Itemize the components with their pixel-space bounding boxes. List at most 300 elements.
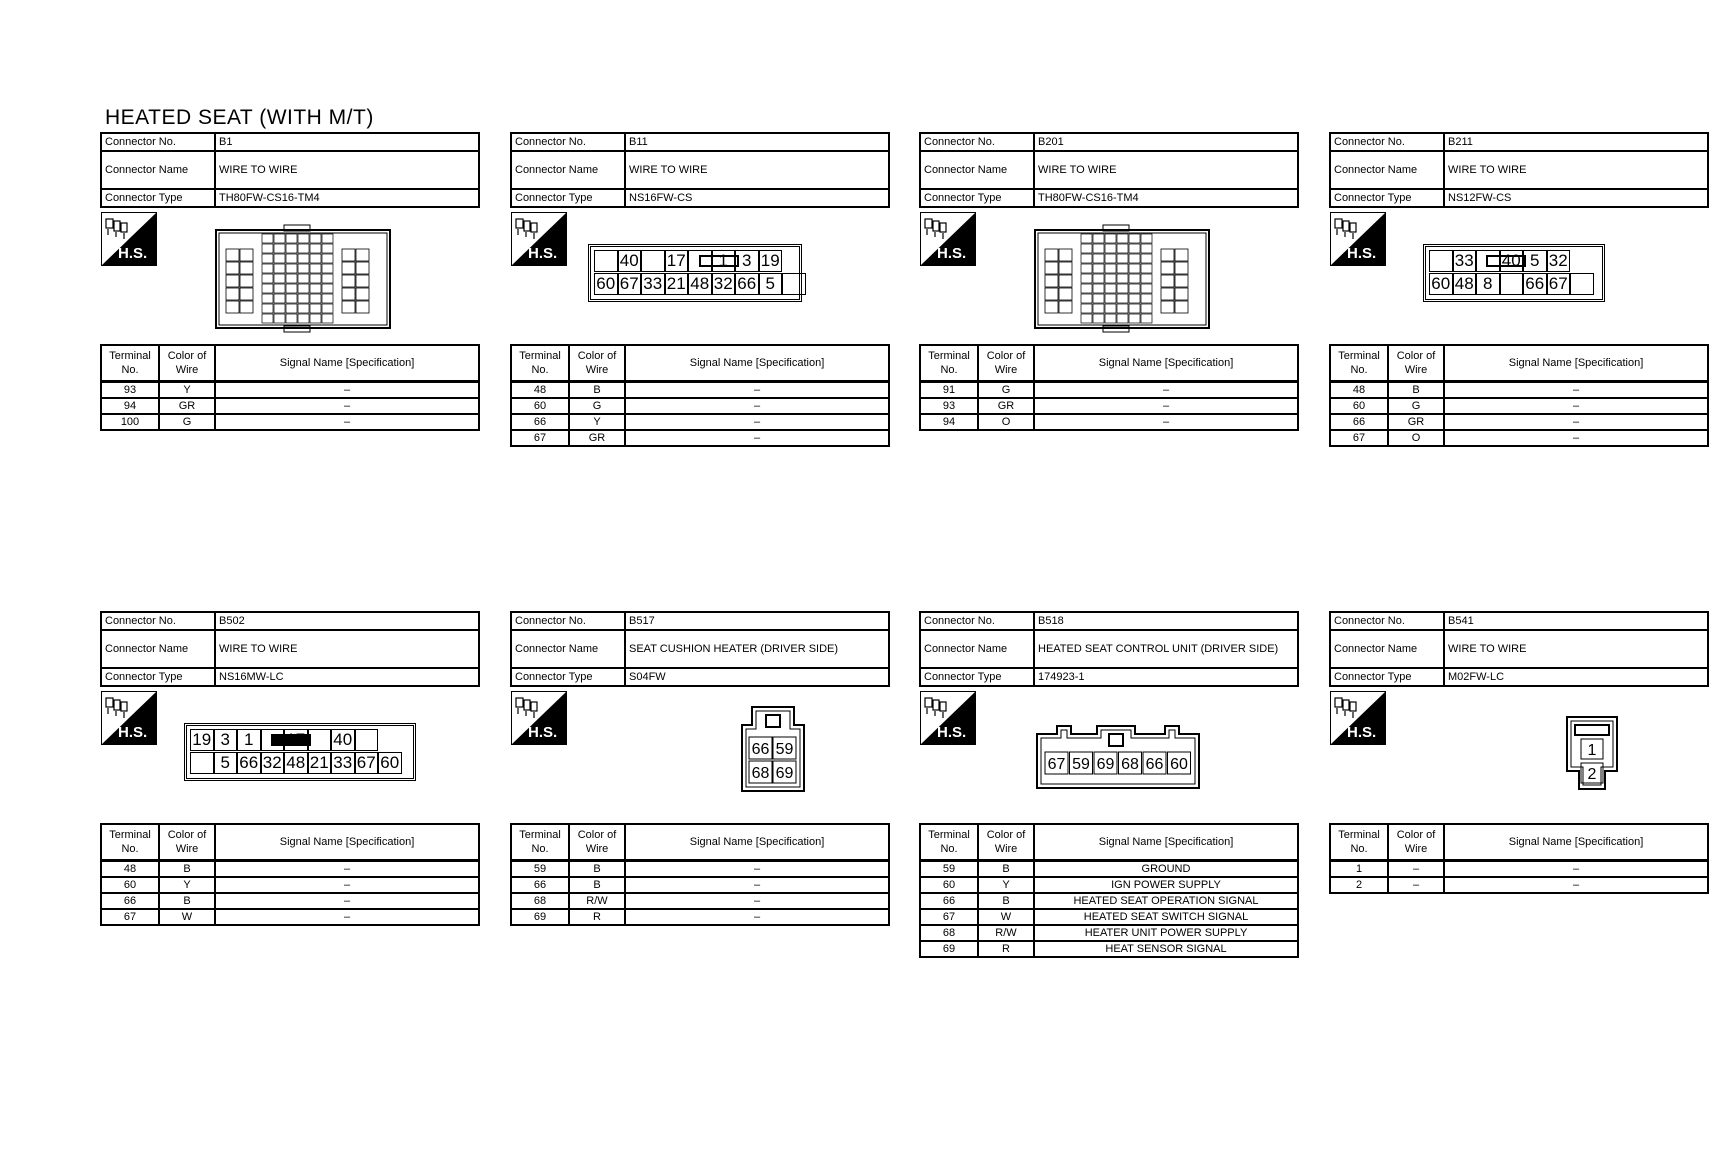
connector-key-slot [699,255,739,267]
pin-cell [1105,234,1116,243]
pin-cell [262,304,273,313]
connector-pin: 48 [688,273,712,295]
terminal-row [1330,861,1708,878]
terminal-row [511,414,889,430]
terminal-color-cell: G [1388,398,1444,414]
terminal-table [510,344,890,447]
connector-name-label: Connector Name [920,630,1034,668]
pin-cell [1161,262,1174,274]
pin-cell [322,244,333,253]
pin-cell [240,301,253,313]
pin-cell [226,288,239,300]
terminal-color-cell: R [978,941,1034,957]
connector-name-value: WIRE TO WIRE [215,151,479,189]
connector-pin: 5 [1523,250,1547,272]
connector-no-label: Connector No. [101,612,215,630]
pin-cell [1105,294,1116,303]
pin-cell [1129,234,1140,243]
pin-cell [342,288,355,300]
connector-pin: 1 [1587,742,1597,759]
multi-pin-connector-drawing [214,224,394,334]
terminal-terminal-cell: 60 [920,877,978,893]
pin-cell [1081,274,1092,283]
color-of-wire-header: Color of Wire [978,345,1034,382]
connector-face-diagram [983,691,1299,821]
connector-name-label: Connector Name [920,151,1034,189]
connector-pin: 60 [1170,756,1188,773]
terminal-row [101,398,479,414]
connector-header-table [510,611,890,687]
connector-name-value: WIRE TO WIRE [1034,151,1298,189]
pin-cell [298,234,309,243]
terminal-signal-cell: – [1034,398,1298,414]
connector-pin: 67 [1547,273,1571,295]
pin-cell [1141,244,1152,253]
connector-housing [588,244,802,302]
terminal-terminal-cell: 67 [920,909,978,925]
pin-cell [1141,284,1152,293]
terminal-row [101,893,479,909]
terminal-color-cell: G [978,382,1034,399]
terminal-terminal-cell: 59 [920,861,978,878]
terminal-signal-cell: – [215,861,479,878]
pin-cell [274,304,285,313]
terminal-signal-cell: HEAT SENSOR SIGNAL [1034,941,1298,957]
connector-key-slot [271,734,311,746]
color-of-wire-header: Color of Wire [569,345,625,382]
connector-name-label: Connector Name [101,151,215,189]
connector-pin: 17 [665,250,689,272]
pin-cell [274,254,285,263]
terminal-table [919,823,1299,958]
color-of-wire-header: Color of Wire [1388,345,1444,382]
pin-cell [1175,262,1188,274]
pin-cell [356,301,369,313]
connector-no-value: B201 [1034,133,1298,151]
pin-cell [262,314,273,323]
signal-name-header: Signal Name [Specification] [1034,824,1298,861]
pin-cell [1141,274,1152,283]
connector-pin: 33 [331,752,355,774]
connector-header-table [1329,132,1709,208]
connector-type-value: NS16MW-LC [215,668,479,686]
hs-label: H.S. [118,724,148,741]
connector-no-value: B11 [625,133,889,151]
pin-cell [262,234,273,243]
pin-cell [1141,314,1152,323]
pin-cell [310,274,321,283]
connector-no-value: B541 [1444,612,1708,630]
connector-name-value: WIRE TO WIRE [215,630,479,668]
signal-name-header: Signal Name [Specification] [215,345,479,382]
connector-face-diagram [574,691,890,821]
connector-pin: 60 [378,752,402,774]
pin-cell [1141,294,1152,303]
pin-cell [1081,254,1092,263]
pin-cell [1161,288,1174,300]
connector-housing [1423,244,1605,302]
terminal-row [920,382,1298,399]
pin-cell [1093,254,1104,263]
connector-type-value: S04FW [625,668,889,686]
pin-cell [240,249,253,261]
connector-header-table [100,611,480,687]
pin-cell [1129,254,1140,263]
terminal-row [101,861,479,878]
pin-cell [1045,262,1058,274]
pin-cell [322,294,333,303]
pin-cell [356,288,369,300]
connector-type-value: TH80FW-CS16-TM4 [1034,189,1298,207]
terminal-signal-cell: HEATED SEAT SWITCH SIGNAL [1034,909,1298,925]
connector-name-value: WIRE TO WIRE [1444,151,1708,189]
pin-cell [1129,274,1140,283]
terminal-terminal-cell: 94 [920,414,978,430]
connector-name-label: Connector Name [1330,630,1444,668]
terminal-signal-cell: GROUND [1034,861,1298,878]
pin-cell [226,262,239,274]
connector-type-value: TH80FW-CS16-TM4 [215,189,479,207]
connector-pin: 48 [1453,273,1477,295]
terminal-signal-cell: – [625,430,889,446]
pin-cell [310,284,321,293]
terminal-terminal-cell: 48 [101,861,159,878]
pin-cell [274,294,285,303]
terminal-no-header: Terminal No. [511,824,569,861]
terminal-signal-cell: – [215,398,479,414]
terminal-no-header: Terminal No. [1330,345,1388,382]
connector-pin [355,729,379,751]
connector-pin [1429,250,1453,272]
pin-cell [240,275,253,287]
pin-cell [1117,254,1128,263]
pin-cell [1161,275,1174,287]
pin-cell [1175,249,1188,261]
pin-cell [322,284,333,293]
connector-pin: 1 [237,729,261,751]
terminal-terminal-cell: 60 [101,877,159,893]
connector-type-label: Connector Type [1330,189,1444,207]
pin-cell [310,264,321,273]
pin-cell [298,244,309,253]
pin-cell [1129,294,1140,303]
connector-face-diagram [1393,691,1709,821]
pin-cell [1117,294,1128,303]
connector-pin: 59 [775,741,794,758]
connector-pin: 2 [1587,766,1597,783]
hs-label: H.S. [1347,724,1377,741]
terminal-terminal-cell: 1 [1330,861,1388,878]
terminal-signal-cell: – [1034,382,1298,399]
connector-pin: 69 [775,765,794,782]
connector-name-value: SEAT CUSHION HEATER (DRIVER SIDE) [625,630,889,668]
terminal-row [920,877,1298,893]
hs-label: H.S. [528,245,558,262]
pin-cell [342,275,355,287]
terminal-signal-cell: – [625,893,889,909]
terminal-terminal-cell: 48 [1330,382,1388,399]
terminal-row [101,877,479,893]
harness-side-icon [1330,212,1386,266]
four-pin-connector-drawing [740,703,810,793]
pin-cell [310,234,321,243]
terminal-color-cell: B [159,861,215,878]
pin-cell [1105,304,1116,313]
signal-name-header: Signal Name [Specification] [1444,345,1708,382]
pin-cell [1117,304,1128,313]
terminal-color-cell: B [978,861,1034,878]
pin-cell [1175,301,1188,313]
pin-cell [310,314,321,323]
connector-type-value: NS12FW-CS [1444,189,1708,207]
pin-cell [226,249,239,261]
pin-cell [1129,284,1140,293]
connector-pin: 33 [641,273,665,295]
pin-cell [298,294,309,303]
pin-cell [1117,284,1128,293]
pin-cell [1175,288,1188,300]
harness-side-icon [920,212,976,266]
pin-cell [322,264,333,273]
terminal-row [920,909,1298,925]
connector-pin: 67 [355,752,379,774]
pin-cell [1129,264,1140,273]
terminal-color-cell: GR [159,398,215,414]
pin-cell [1093,274,1104,283]
pin-cell [274,314,285,323]
pin-cell [1093,294,1104,303]
terminal-row [1330,877,1708,893]
terminal-signal-cell: – [215,414,479,430]
terminal-row [511,861,889,878]
connector-pin: 66 [751,741,770,758]
pin-cell [1081,284,1092,293]
connector-housing [184,723,416,781]
pin-cell [342,301,355,313]
pin-cell [286,244,297,253]
pin-cell [262,284,273,293]
pin-cell [1081,314,1092,323]
connector-type-label: Connector Type [1330,668,1444,686]
terminal-terminal-cell: 94 [101,398,159,414]
pin-cell [1129,244,1140,253]
pin-cell [356,249,369,261]
six-pin-connector-drawing [1035,724,1203,790]
terminal-row [920,398,1298,414]
pin-cell [1117,274,1128,283]
harness-side-icon [511,691,567,745]
pin-cell [1045,275,1058,287]
terminal-row [101,382,479,399]
terminal-row [511,382,889,399]
signal-name-header: Signal Name [Specification] [215,824,479,861]
pin-cell [298,254,309,263]
connector-pin: 60 [594,273,618,295]
terminal-color-cell: Y [978,877,1034,893]
terminal-row [101,414,479,430]
pin-cell [1129,314,1140,323]
connector-pin [190,752,214,774]
pin-cell [1059,275,1072,287]
connector-header-table [1329,611,1709,687]
terminal-color-cell: W [159,909,215,925]
terminal-row [511,877,889,893]
connector-pin: 66 [735,273,759,295]
terminal-row [1330,414,1708,430]
pin-cell [1081,304,1092,313]
connector-pin: 1 [712,250,736,272]
terminal-row [920,941,1298,957]
pin-cell [262,264,273,273]
terminal-signal-cell: – [1444,877,1708,893]
signal-name-header: Signal Name [Specification] [1444,824,1708,861]
connector-type-label: Connector Type [101,668,215,686]
terminal-color-cell: Y [569,414,625,430]
pin-cell [286,304,297,313]
pin-cell [1093,304,1104,313]
terminal-signal-cell: – [215,893,479,909]
pin-cell [226,301,239,313]
signal-name-header: Signal Name [Specification] [1034,345,1298,382]
pin-cell [1161,301,1174,313]
pin-cell [298,304,309,313]
pin-cell [1045,249,1058,261]
connector-block-b1 [100,132,480,428]
terminal-row [511,893,889,909]
terminal-row [920,925,1298,941]
terminal-signal-cell: – [625,398,889,414]
pin-cell [286,294,297,303]
connector-no-label: Connector No. [920,612,1034,630]
connector-block-b518 [919,611,1299,955]
terminal-terminal-cell: 66 [920,893,978,909]
pin-cell [322,254,333,263]
pin-cell [274,234,285,243]
terminal-color-cell: R/W [978,925,1034,941]
color-of-wire-header: Color of Wire [159,345,215,382]
harness-side-icon [511,212,567,266]
terminal-terminal-cell: 66 [101,893,159,909]
pin-cell [1045,288,1058,300]
hs-label: H.S. [937,245,967,262]
terminal-row [511,909,889,925]
connector-pin: 32 [1547,250,1571,272]
terminal-signal-cell: – [625,909,889,925]
connector-pin [1570,273,1594,295]
terminal-row [1330,430,1708,446]
pin-cell [310,254,321,263]
pin-cell [356,275,369,287]
connector-pin: 33 [1453,250,1477,272]
connector-pin: 3 [214,729,238,751]
terminal-signal-cell: – [625,414,889,430]
connector-pin: 32 [712,273,736,295]
terminal-terminal-cell: 68 [920,925,978,941]
pin-cell [1117,234,1128,243]
connector-pin: 69 [1096,756,1115,773]
terminal-row [920,861,1298,878]
terminal-terminal-cell: 66 [1330,414,1388,430]
connector-pin: 3 [735,250,759,272]
connector-name-label: Connector Name [511,630,625,668]
pin-cell [356,262,369,274]
connector-no-label: Connector No. [1330,612,1444,630]
terminal-terminal-cell: 67 [1330,430,1388,446]
connector-pin: 40 [331,729,355,751]
pin-cell [226,275,239,287]
terminal-terminal-cell: 66 [511,414,569,430]
connector-type-value: M02FW-LC [1444,668,1708,686]
pin-cell [322,314,333,323]
terminal-terminal-cell: 67 [101,909,159,925]
pin-cell [1141,304,1152,313]
connector-pin: 60 [1429,273,1453,295]
page-title: HEATED SEAT (WITH M/T) [105,106,374,129]
connector-name-value: WIRE TO WIRE [1444,630,1708,668]
pin-cell [298,314,309,323]
pin-cell [1081,244,1092,253]
hs-label: H.S. [528,724,558,741]
connector-header-table [919,611,1299,687]
pin-cell [1105,244,1116,253]
color-of-wire-header: Color of Wire [1388,824,1444,861]
pin-cell [1141,254,1152,263]
connector-pin: 66 [1145,756,1164,773]
connector-type-label: Connector Type [511,189,625,207]
terminal-no-header: Terminal No. [101,824,159,861]
terminal-row [101,909,479,925]
pin-cell [1105,264,1116,273]
pin-cell [298,274,309,283]
connector-no-value: B1 [215,133,479,151]
connector-pin: 67 [1047,756,1066,773]
connector-type-label: Connector Type [920,189,1034,207]
pin-cell [274,274,285,283]
terminal-color-cell: GR [978,398,1034,414]
connector-face-diagram [164,691,480,821]
pin-cell [274,284,285,293]
terminal-row [1330,382,1708,399]
connector-name-label: Connector Name [511,151,625,189]
connector-pin [308,729,332,751]
connector-pin: 66 [1523,273,1547,295]
hs-label: H.S. [937,724,967,741]
connector-pin [1500,273,1524,295]
pin-cell [1081,234,1092,243]
terminal-row [511,430,889,446]
connector-no-value: B502 [215,612,479,630]
connector-pin [641,250,665,272]
pin-cell [274,264,285,273]
pin-cell [1105,314,1116,323]
connector-pin [594,250,618,272]
connector-type-value: 174923-1 [1034,668,1298,686]
terminal-terminal-cell: 2 [1330,877,1388,893]
connector-pin [782,273,806,295]
terminal-terminal-cell: 91 [920,382,978,399]
connector-no-label: Connector No. [511,612,625,630]
terminal-table [100,344,480,431]
terminal-no-header: Terminal No. [920,345,978,382]
pin-cell [286,274,297,283]
terminal-signal-cell: – [1444,430,1708,446]
harness-side-icon [101,212,157,266]
connector-pin: 32 [261,752,285,774]
connector-block-b201 [919,132,1299,428]
pin-cell [1093,244,1104,253]
terminal-signal-cell: – [215,909,479,925]
harness-side-icon [101,691,157,745]
